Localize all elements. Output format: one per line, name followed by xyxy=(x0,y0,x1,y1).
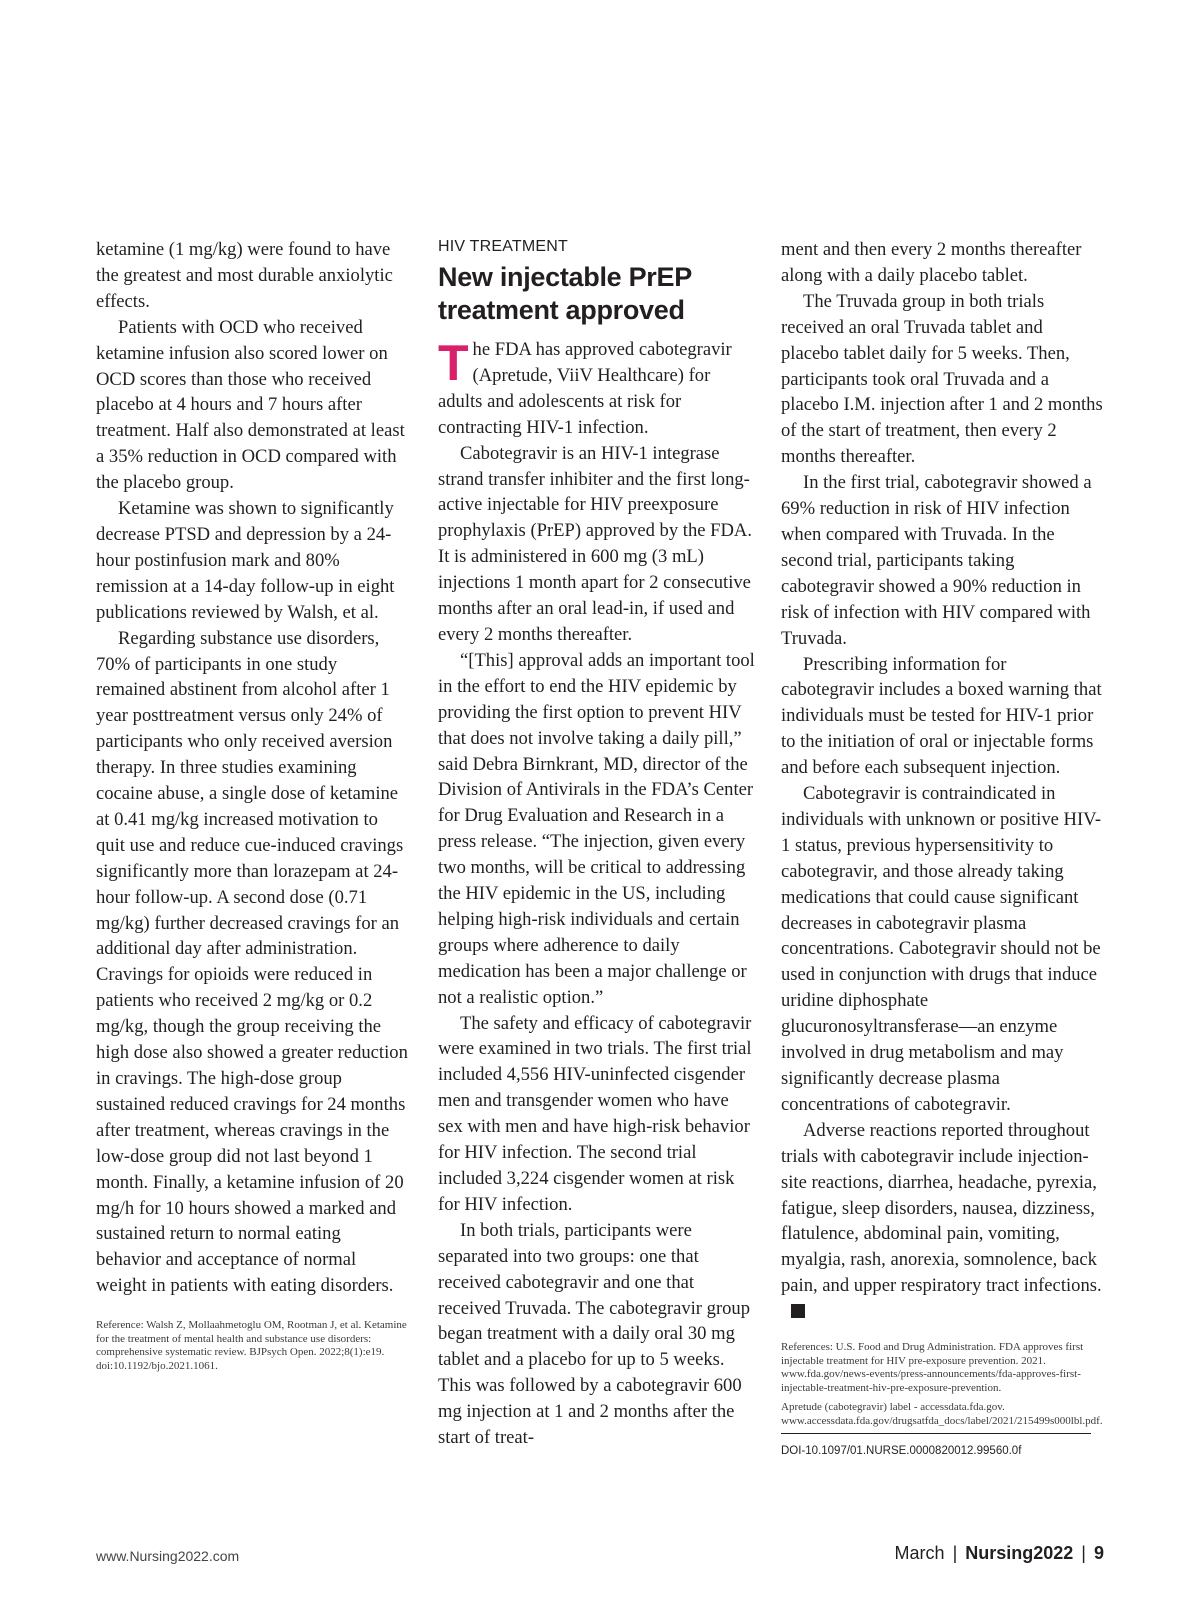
footer-url: www.Nursing2022.com xyxy=(96,1548,240,1564)
right-column xyxy=(781,237,1103,1465)
footer-separator: | xyxy=(1081,1543,1086,1563)
lead-paragraph xyxy=(438,337,756,441)
drop-cap: T xyxy=(438,335,469,391)
left-column xyxy=(96,237,410,1374)
body-paragraph: Ketamine was shown to significantly decrease PTSD and depression by a 24-hour postinfusion mark and 80% remission at a 14-day follow-up in eight publications reviewed by Walsh, et al. xyxy=(96,498,395,623)
body-paragraph: Cabotegravir is an HIV-1 integrase strand transfer inhibiter and the first long-active injectable for HIV preexposure prophylaxis (PrEP) approved by the FDA. It is administered in 600 mg (3 mL) injections 1 month apart for 2 consecutive months after an oral lead-in, if used and every 2 months thereafter. xyxy=(438,442,752,645)
end-mark-icon xyxy=(791,1304,805,1318)
footer-magazine: Nursing2022 xyxy=(965,1543,1074,1563)
footer-folio xyxy=(895,1543,1104,1564)
body-paragraph: ketamine (1 mg/kg) were found to have the greatest and most durable anxiolytic effects. xyxy=(96,239,393,312)
final-paragraph-text: Adverse reactions reported throughout trials with cabotegravir include injection-site reactions, diarrhea, headache, pyrexia, fatigue, sleep disorders, nausea, dizziness, flatulence, abdominal pain, vomiting, myalgia, rash, anorexia, somnolence, back pain, and upper respiratory tract infections. xyxy=(781,1119,1102,1297)
body-paragraph: In both trials, participants were separated into two groups: one that received cabotegravir and one that received Truvada. The cabotegravir group began treatment with a daily oral 30 mg tablet and a placebo for up to 5 weeks. This was followed by a cabotegravir 600 mg injection at 1 and 2 months after the start of treat- xyxy=(438,1219,751,1449)
body-paragraph: The Truvada group in both trials received an oral Truvada tablet and placebo tablet daily for 5 weeks. Then, participants took oral Truvada and a placebo I.M. injection after 1 and 2 months of the start of treatment, then every 2 months thereafter. xyxy=(781,290,1103,468)
body-paragraph: “[This] approval adds an important tool in the effort to end the HIV epidemic by providing the first option to prevent HIV that does not involve taking a daily pill,” said Debra Birnkrant, MD, director of the Division of Antivirals in the FDA’s Center for Drug Evaluation and Research in a press release. “The injection, given every two months, will be critical to addressing the HIV epidemic in the US, including helping high-risk individuals and certain groups where adherence to daily medication has been a major challenge or not a realistic option.” xyxy=(438,649,755,1008)
article-headline: New injectable PrEP treatment approved xyxy=(438,262,692,325)
body-paragraph: The safety and efficacy of cabotegravir were examined in two trials. The first trial included 4,556 HIV-uninfected cisgender men and transgender women who have sex with men and have high-risk behavior for HIV infection. The second trial included 3,224 cisgender women at risk for HIV infection. xyxy=(438,1012,752,1215)
section-label: HIV TREATMENT xyxy=(438,238,569,255)
lead-text: he FDA has approved cabotegravir (Apretude, ViiV Healthcare) for adults and adolescents at risk for contracting HIV-1 infection. xyxy=(438,339,732,438)
page-number: 9 xyxy=(1093,1543,1104,1563)
doi-line: DOI-10.1097/01.NURSE.0000820012.99560.0f xyxy=(781,1433,1091,1465)
reference-note: Reference: Walsh Z, Mollaahmetoglu OM, Rootman J, et al. Ketamine for the treatment of mental health and substance use disorders: comprehensive systematic review. BJPsych Open. 2022;8(1):e19. doi:10.1192/bjo.2021.1061. xyxy=(96,1319,407,1372)
body-paragraph: In the first trial, cabotegravir showed a 69% reduction in risk of HIV infection when compared with Truvada. In the second trial, participants taking cabotegravir showed a 90% reduction in risk of infection with HIV compared with Truvada. xyxy=(781,472,1092,649)
reference-note: References: U.S. Food and Drug Administration. FDA approves first injectable treatment for HIV pre-exposure prevention. 2021. www.fda.gov/news-events/press-announcements/fda-approves-first-injectable-treatment-hiv-pre-exposure-prevention. xyxy=(781,1341,1084,1394)
reference-note: Apretude (cabotegravir) label - accessdata.fda.gov. www.accessdata.fda.gov/drugsatfda_docs/label/2021/215499s000lbl.pdf. xyxy=(781,1401,1103,1428)
body-paragraph: Prescribing information for cabotegravir includes a boxed warning that individuals must be tested for HIV-1 prior to the initiation of oral or injectable forms and before each subsequent injection. xyxy=(781,653,1102,779)
final-paragraph xyxy=(781,1118,1103,1325)
body-paragraph: Regarding substance use disorders, 70% of participants in one study remained abstinent from alcohol after 1 year posttreatment versus only 24% of participants who only received aversion therapy. In three studies examining cocaine abuse, a single dose of ketamine at 0.41 mg/kg increased motivation to quit use and reduce cue-induced cravings significantly more than lorazepam at 24-hour follow-up. A second dose (0.71 mg/kg) further decreased cravings for an additional day after administration. Cravings for opioids were reduced in patients who received 2 mg/kg or 0.2 mg/kg, though the group receiving the high dose also showed a greater reduction in cravings. The high-dose group sustained reduced cravings for 24 months after treatment, whereas cravings in the low-dose group did not last beyond 1 month. Finally, a ketamine infusion of 20 mg/h for 10 hours showed a marked and sustained return to normal eating behavior and acceptance of normal weight in patients with eating disorders. xyxy=(96,627,408,1297)
body-paragraph: Cabotegravir is contraindicated in individuals with unknown or positive HIV-1 status, previous hypersensitivity to cabotegravir, and those already taking medications that could cause significant decreases in cabotegravir plasma concentrations. Cabotegravir should not be used in conjunction with drugs that induce uridine diphosphate glucuronosyltransferase—an enzyme involved in drug metabolism and may significantly decrease plasma concentrations of cabotegravir. xyxy=(781,783,1102,1115)
references xyxy=(781,1341,1103,1429)
footer-month: March xyxy=(894,1543,945,1563)
body-paragraph: Patients with OCD who received ketamine infusion also scored lower on OCD scores than those who received placebo at 4 hours and 7 hours after treatment. Half also demonstrated at least a 35% reduction in OCD compared with the placebo group. xyxy=(96,316,405,494)
footer-separator: | xyxy=(952,1543,958,1563)
continued-paragraph: ment and then every 2 months thereafter along with a daily placebo tablet. xyxy=(781,239,1082,286)
article-column xyxy=(438,237,756,1451)
